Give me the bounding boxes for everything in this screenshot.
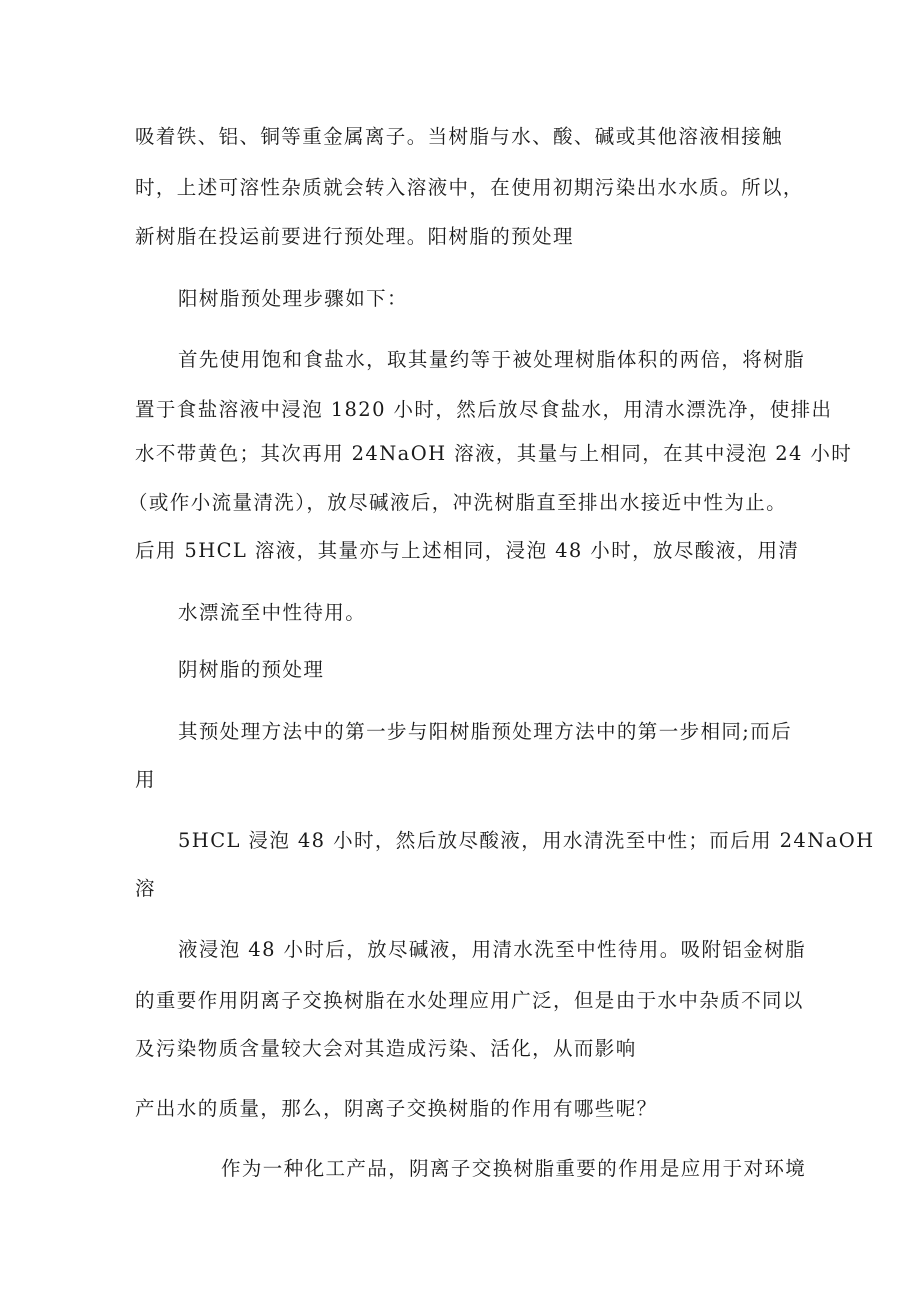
text-line: （或作小流量清洗），放尽碱液后，冲洗树脂直至排出水接近中性为止。 (128, 491, 788, 514)
text-line: 产出水的质量，那么，阴离子交换树脂的作用有哪些呢？ (135, 1097, 658, 1120)
text-line: 用 (135, 768, 156, 791)
section-heading: 阴树脂的预处理 (178, 658, 325, 681)
text-line: 首先使用饱和食盐水，取其量约等于被处理树脂体积的两倍，将树脂 (178, 348, 806, 371)
text-line: 水不带黄色；其次再用 24NaOH 溶液，其量与上相同，在其中浸泡 24 小时 (135, 442, 853, 465)
text-line: 的重要作用阴离子交换树脂在水处理应用广泛，但是由于水中杂质不同以 (135, 989, 804, 1012)
text-line: 作为一种化工产品，阴离子交换树脂重要的作用是应用于对环境 (221, 1157, 807, 1180)
text-line: 5HCL 浸泡 48 小时，然后放尽酸液，用水清洗至中性；而后用 24NaOH (178, 829, 875, 852)
text-line: 其预处理方法中的第一步与阳树脂预处理方法中的第一步相同;而后 (178, 720, 793, 743)
text-line: 后用 5HCL 溶液，其量亦与上述相同，浸泡 48 小时，放尽酸液，用清 (135, 539, 800, 562)
text-line: 溶 (135, 877, 156, 900)
text-line: 置于食盐溶液中浸泡 1820 小时，然后放尽食盐水，用清水漂洗净，使排出 (135, 398, 833, 421)
text-line: 液浸泡 48 小时后，放尽碱液，用清水洗至中性待用。吸附铝金树脂 (178, 938, 807, 961)
text-line: 水漂流至中性待用。 (178, 601, 367, 624)
text-line: 吸着铁、铝、铜等重金属离子。当树脂与水、酸、碱或其他溶液相接触 (135, 125, 783, 148)
text-line: 阳树脂预处理步骤如下： (178, 287, 408, 310)
text-line: 时，上述可溶性杂质就会转入溶液中，在使用初期污染出水水质。所以， (135, 176, 804, 199)
text-line: 新树脂在投运前要进行预处理。阳树脂的预处理 (135, 225, 574, 248)
text-line: 及污染物质含量较大会对其造成污染、活化，从而影响 (135, 1037, 637, 1060)
